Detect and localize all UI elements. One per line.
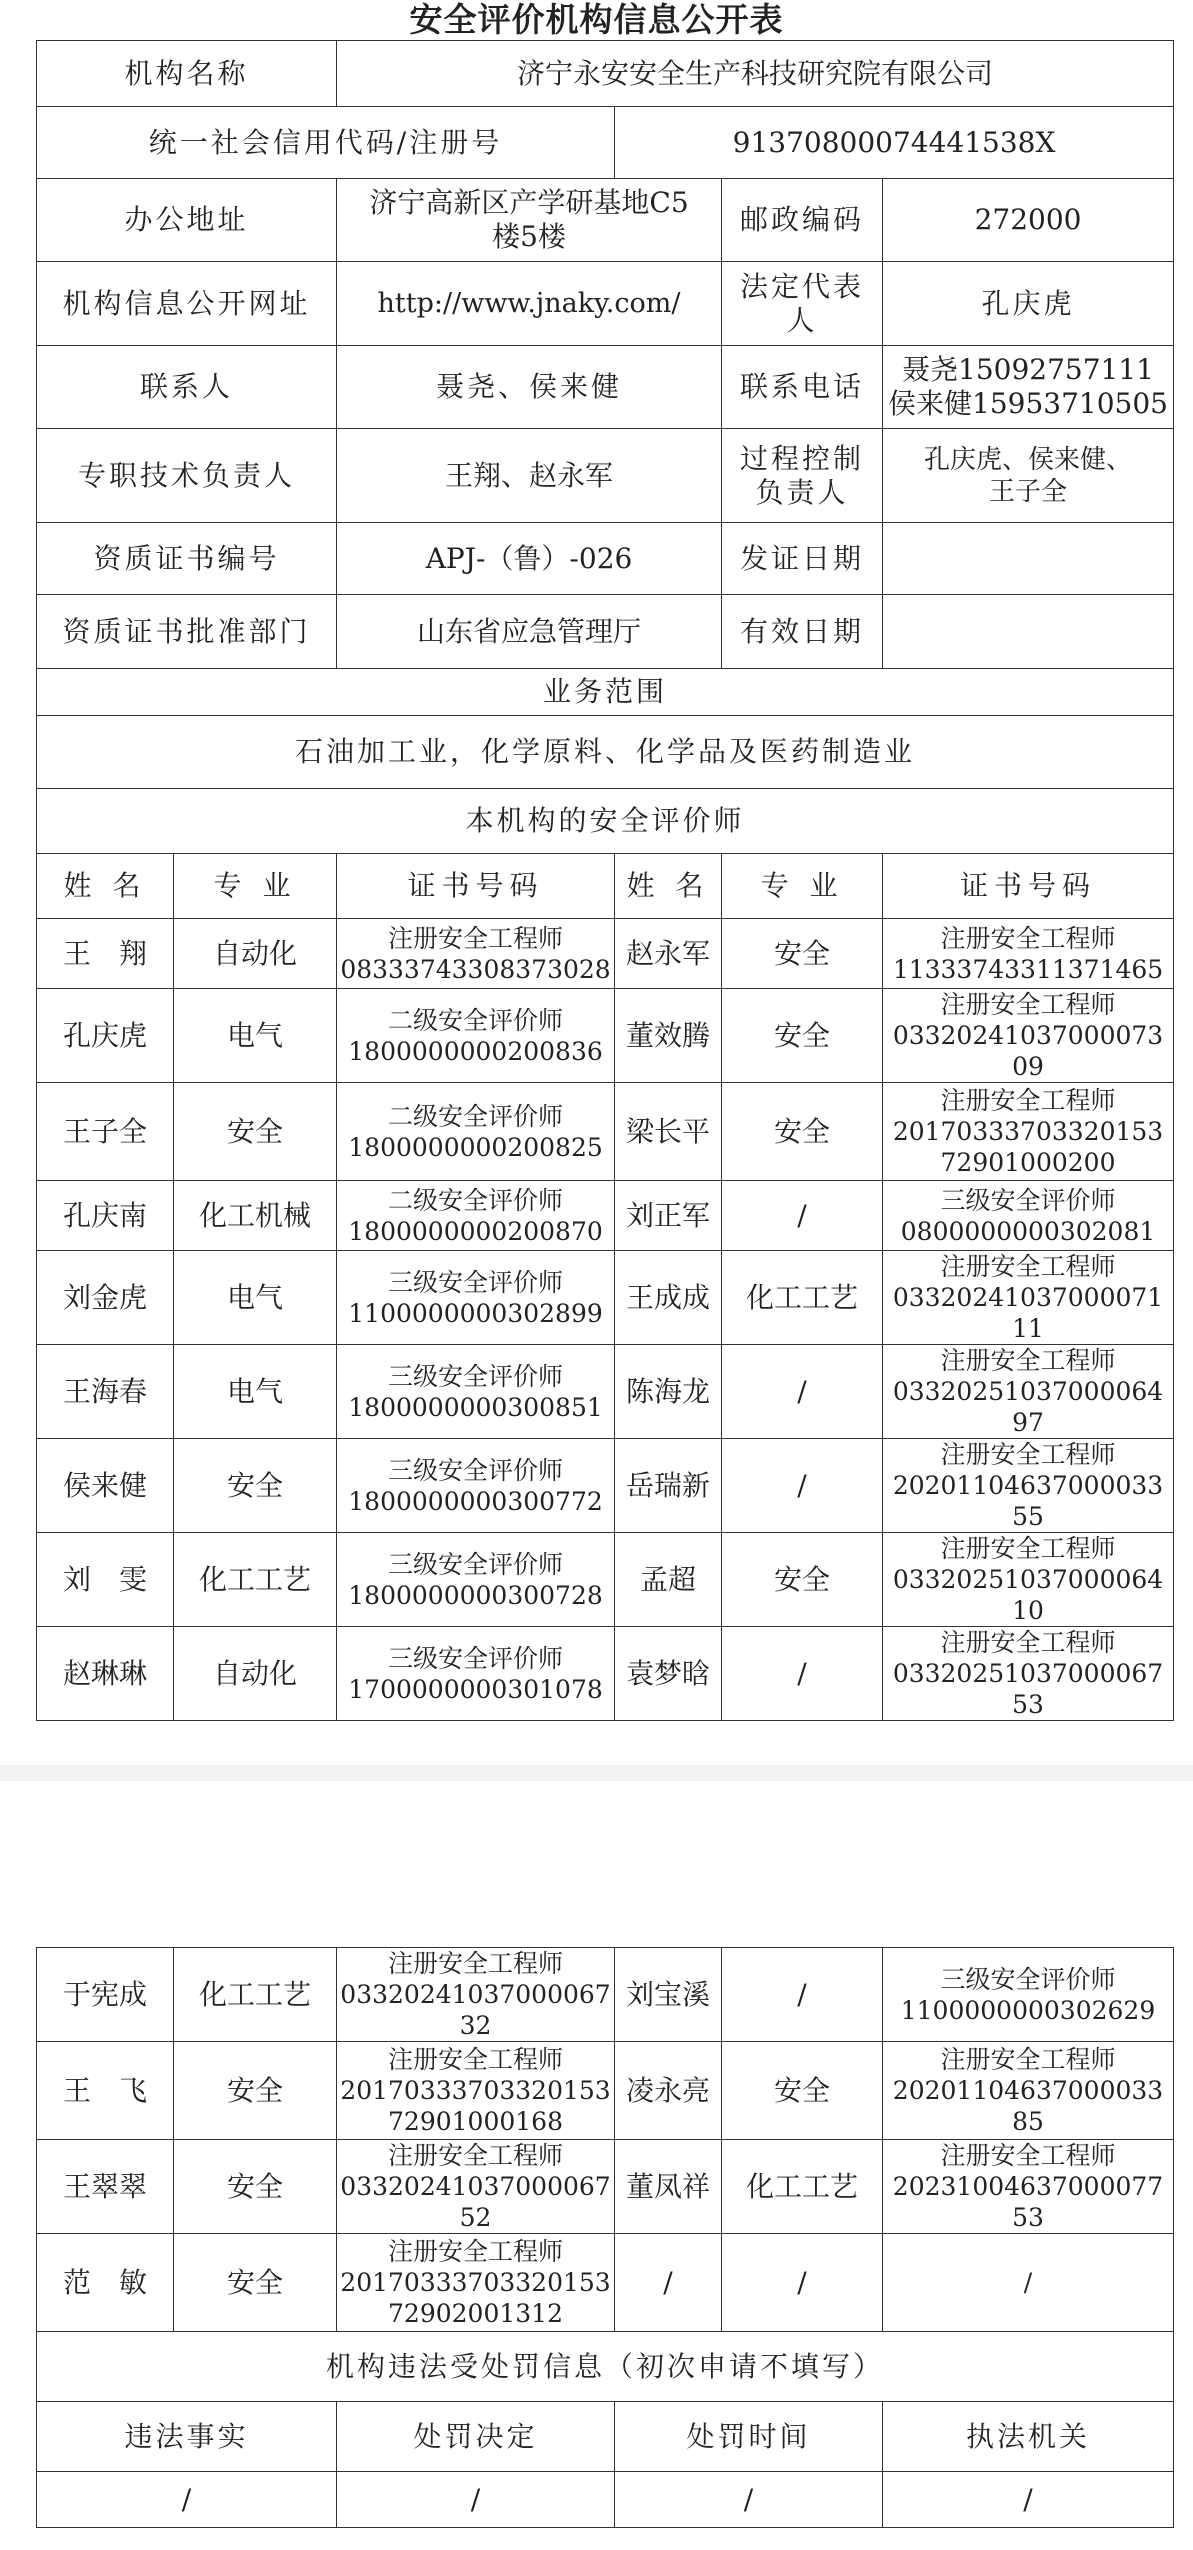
penalty-decision-value: / xyxy=(337,2472,615,2528)
page-2 xyxy=(0,1781,1193,2550)
legal-rep-value: 孔庆虎 xyxy=(883,262,1174,346)
assessor-name: 赵琳琳 xyxy=(37,1627,174,1721)
assessor-cert-line-1: 三级安全评价师 xyxy=(388,1549,564,1579)
address-value-line-2: 楼5楼 xyxy=(492,220,566,253)
assessor-cert-line-1: 三级安全评价师 xyxy=(388,1361,564,1391)
row-approval-dept xyxy=(37,595,1174,669)
row-penalty-columns xyxy=(37,2402,1174,2472)
scope-heading: 业务范围 xyxy=(37,669,1174,716)
assessor-cert-line-2: 1800000000200825 xyxy=(348,1132,603,1162)
assessor-major: / xyxy=(722,1948,883,2042)
row-penalty-values xyxy=(37,2472,1174,2528)
assessor-cert-line-2: 08333743308373028 xyxy=(340,954,611,984)
assessor-major: 安全 xyxy=(722,919,883,989)
assessor-cert xyxy=(337,1627,615,1721)
penalty-facts-value: / xyxy=(37,2472,337,2528)
assessor-row xyxy=(37,1627,1174,1721)
tech-lead-value: 王翔、赵永军 xyxy=(337,429,722,523)
assessor-cert-line-2: 2017033370332015372901000168 xyxy=(340,2076,611,2136)
assessor-name: 董效腾 xyxy=(615,989,722,1083)
assessor-row xyxy=(37,2234,1174,2332)
assessor-cert xyxy=(337,1439,615,1533)
assessor-name: 袁梦晗 xyxy=(615,1627,722,1721)
row-address xyxy=(37,179,1174,262)
assessor-cert xyxy=(883,2140,1174,2234)
assessor-name: 孔庆南 xyxy=(37,1181,174,1251)
process-lead-value xyxy=(883,429,1174,523)
assessor-column-header: 姓 名 xyxy=(615,854,722,919)
assessor-row xyxy=(37,1181,1174,1251)
assessor-cert-line-2: 0332025103700006410 xyxy=(892,1565,1164,1625)
assessor-name: 凌永亮 xyxy=(615,2042,722,2140)
row-scope-text xyxy=(37,716,1174,789)
contact-value: 聂尧、侯来健 xyxy=(337,346,722,429)
approval-dept-value: 山东省应急管理厅 xyxy=(337,595,722,669)
assessor-cert xyxy=(883,1083,1174,1181)
assessor-cert-line-1: 注册安全工程师 xyxy=(940,1440,1116,1469)
assessor-row xyxy=(37,989,1174,1083)
postcode-value: 272000 xyxy=(883,179,1174,262)
assessor-major: 安全 xyxy=(722,1533,883,1627)
process-lead-label-line-2: 负责人 xyxy=(755,475,849,509)
assessor-major: 化工工艺 xyxy=(174,1533,337,1627)
assessor-row xyxy=(37,1533,1174,1627)
assessor-cert-line-2: 2017033370332015372901000200 xyxy=(892,1117,1164,1177)
assessor-major: 电气 xyxy=(174,989,337,1083)
assessor-major: 化工机械 xyxy=(174,1181,337,1251)
assessor-cert xyxy=(883,1439,1174,1533)
assessor-major: 自动化 xyxy=(174,919,337,989)
assessor-cert-line-2: 1100000000302629 xyxy=(900,1995,1156,2025)
assessor-column-header: 专 业 xyxy=(722,854,883,919)
assessor-major: 安全 xyxy=(174,1439,337,1533)
assessor-cert-line-1: 三级安全评价师 xyxy=(388,1267,564,1297)
assessor-row xyxy=(37,919,1174,989)
address-value xyxy=(337,179,722,262)
assessor-cert-line-1: 三级安全评价师 xyxy=(388,1455,564,1485)
assessor-cert xyxy=(337,1345,615,1439)
assessor-name: / xyxy=(615,2234,722,2332)
credit-code-label: 统一社会信用代码/注册号 xyxy=(37,107,615,179)
org-name-value: 济宁永安安全生产科技研究院有限公司 xyxy=(337,41,1174,107)
assessor-column-header: 证书号码 xyxy=(337,854,615,919)
info-table xyxy=(36,40,1174,1721)
assessor-major: 电气 xyxy=(174,1251,337,1345)
cert-no-value: APJ-（鲁）-026 xyxy=(337,523,722,595)
assessor-name: 王 翔 xyxy=(37,919,174,989)
row-scope-heading xyxy=(37,669,1174,716)
assessor-cert xyxy=(883,1627,1174,1721)
assessor-cert xyxy=(337,989,615,1083)
penalty-time-value: / xyxy=(615,2472,883,2528)
assessor-row xyxy=(37,1251,1174,1345)
assessor-name: 王 飞 xyxy=(37,2042,174,2140)
assessor-cert xyxy=(337,2042,615,2140)
assessor-cert-line-2: 1800000000300728 xyxy=(348,1580,603,1610)
assessor-cert-line-2: 2020110463700003385 xyxy=(892,2076,1164,2136)
assessor-major: 安全 xyxy=(174,1083,337,1181)
assessor-major: 安全 xyxy=(722,2042,883,2140)
assessor-cert xyxy=(883,2042,1174,2140)
assessor-major: / xyxy=(722,1181,883,1251)
contact-label: 联系人 xyxy=(37,346,337,429)
assessor-cert-line-2: 1800000000300851 xyxy=(348,1392,603,1422)
assessor-cert-line-1: 注册安全工程师 xyxy=(940,1628,1116,1657)
penalty-col-time: 处罚时间 xyxy=(615,2402,883,2472)
assessor-cert-line-2: 0332024103700006732 xyxy=(340,1980,611,2040)
assessor-name: 侯来健 xyxy=(37,1439,174,1533)
assessor-cert-line-1: 注册安全工程师 xyxy=(940,1252,1116,1281)
assessor-name: 王成成 xyxy=(615,1251,722,1345)
assessor-cert-line-1: 二级安全评价师 xyxy=(388,1101,564,1131)
issue-date-label: 发证日期 xyxy=(722,523,883,595)
assessor-major: / xyxy=(722,2234,883,2332)
assessor-major: 安全 xyxy=(174,2140,337,2234)
phone-label: 联系电话 xyxy=(722,346,883,429)
assessor-name: 于宪成 xyxy=(37,1948,174,2042)
assessor-cert-line-2: 1800000000300772 xyxy=(348,1486,603,1516)
assessor-cert xyxy=(337,919,615,989)
row-penalty-heading xyxy=(37,2332,1174,2402)
document-title: 安全评价机构信息公开表 xyxy=(409,0,784,39)
address-value-line-1: 济宁高新区产学研基地C5 xyxy=(369,186,689,219)
page-gap xyxy=(0,1765,1193,1781)
legal-rep-label-line-2: 人 xyxy=(786,303,818,337)
phone-value-line-1: 聂尧15092757111 xyxy=(902,353,1154,386)
website-label: 机构信息公开网址 xyxy=(37,262,337,346)
assessor-cert-line-2: 0800000000302081 xyxy=(900,1216,1156,1246)
assessor-cert xyxy=(883,1251,1174,1345)
row-tech-lead xyxy=(37,429,1174,523)
assessor-major: / xyxy=(722,1345,883,1439)
assessor-column-header: 证书号码 xyxy=(883,854,1174,919)
assessor-cert xyxy=(337,1083,615,1181)
address-label: 办公地址 xyxy=(37,179,337,262)
assessor-cert xyxy=(883,1948,1174,2042)
assessor-cert xyxy=(337,1948,615,2042)
assessor-name: 董凤祥 xyxy=(615,2140,722,2234)
assessor-name: 范 敏 xyxy=(37,2234,174,2332)
assessor-cert-line-1: 注册安全工程师 xyxy=(940,1346,1116,1375)
assessor-cert-line-1: 注册安全工程师 xyxy=(940,923,1116,953)
penalty-col-authority: 执法机关 xyxy=(883,2402,1174,2472)
assessor-cert-line-1: 二级安全评价师 xyxy=(388,1185,564,1215)
assessor-cert-line-2: 0332024103700006752 xyxy=(340,2172,611,2232)
scope-text: 石油加工业，化学原料、化学品及医药制造业 xyxy=(37,716,1174,789)
assessor-cert-line-2: 2020110463700003355 xyxy=(892,1471,1164,1531)
assessor-row xyxy=(37,1083,1174,1181)
assessor-cert-line-1: 注册安全工程师 xyxy=(387,2045,563,2074)
assessor-cert-line-2: 1700000000301078 xyxy=(348,1674,603,1704)
row-assessor-columns xyxy=(37,854,1174,919)
assessor-name: 王子全 xyxy=(37,1083,174,1181)
row-website xyxy=(37,262,1174,346)
assessor-cert-line-1: 三级安全评价师 xyxy=(940,1964,1116,1994)
penalty-col-facts: 违法事实 xyxy=(37,2402,337,2472)
phone-value xyxy=(883,346,1174,429)
assessor-cert-line-1: 注册安全工程师 xyxy=(940,2141,1116,2170)
assessor-cert-line-2: 2023100463700007753 xyxy=(892,2172,1164,2232)
assessor-cert-line-2: 0332024103700007111 xyxy=(892,1283,1164,1343)
assessor-major: 安全 xyxy=(722,1083,883,1181)
assessor-cert xyxy=(337,1181,615,1251)
assessor-name: 刘宝溪 xyxy=(615,1948,722,2042)
cert-no-label: 资质证书编号 xyxy=(37,523,337,595)
assessor-major: / xyxy=(722,1439,883,1533)
assessor-column-header: 专 业 xyxy=(174,854,337,919)
assessor-cert-line-1: 注册安全工程师 xyxy=(940,2045,1116,2074)
assessor-cert-line-1: 三级安全评价师 xyxy=(940,1185,1116,1215)
assessor-cert-line-2: 0332025103700006497 xyxy=(892,1377,1164,1437)
assessor-row xyxy=(37,2140,1174,2234)
assessor-cert-line-1: 注册安全工程师 xyxy=(388,923,564,953)
assessor-cert xyxy=(883,989,1174,1083)
assessor-cert-line-1: 注册安全工程师 xyxy=(387,1949,563,1978)
assessor-cert xyxy=(337,1251,615,1345)
assessor-major: 安全 xyxy=(174,2042,337,2140)
assessor-major: 电气 xyxy=(174,1345,337,1439)
assessor-cert-line-2: 0332025103700006753 xyxy=(892,1659,1164,1719)
row-org-name xyxy=(37,41,1174,107)
assessor-cert-line-1: 三级安全评价师 xyxy=(388,1643,564,1673)
assessor-cert-line-2: 1800000000200836 xyxy=(348,1036,603,1066)
assessor-cert xyxy=(883,2234,1174,2332)
legal-rep-label xyxy=(722,262,883,346)
website-value: http://www.jnaky.com/ xyxy=(337,262,722,346)
assessor-cert-line-1: 注册安全工程师 xyxy=(940,990,1116,1019)
assessor-cert-line-1: 注册安全工程师 xyxy=(387,2141,563,2170)
postcode-label: 邮政编码 xyxy=(722,179,883,262)
assessor-name: 陈海龙 xyxy=(615,1345,722,1439)
assessor-cert-line-1: 注册安全工程师 xyxy=(940,1534,1116,1563)
assessor-name: 王翠翠 xyxy=(37,2140,174,2234)
assessor-cert xyxy=(883,1181,1174,1251)
row-credit-code xyxy=(37,107,1174,179)
penalty-authority-value: / xyxy=(883,2472,1174,2528)
assessor-cert-line-2: 1100000000302899 xyxy=(348,1298,603,1328)
assessor-row xyxy=(37,1345,1174,1439)
penalty-col-decision: 处罚决定 xyxy=(337,2402,615,2472)
assessor-name: 刘金虎 xyxy=(37,1251,174,1345)
issue-date-value xyxy=(883,523,1174,595)
assessor-name: 梁长平 xyxy=(615,1083,722,1181)
phone-value-line-2: 侯来健15953710505 xyxy=(888,387,1168,420)
assessor-column-header: 姓 名 xyxy=(37,854,174,919)
approval-dept-label: 资质证书批准部门 xyxy=(37,595,337,669)
assessor-name: 孟超 xyxy=(615,1533,722,1627)
assessor-major: 安全 xyxy=(174,2234,337,2332)
process-lead-label xyxy=(722,429,883,523)
assessor-name: 赵永军 xyxy=(615,919,722,989)
assessor-cert-line-1: 注册安全工程师 xyxy=(940,1086,1116,1115)
assessor-cert xyxy=(883,1345,1174,1439)
assessor-cert xyxy=(337,1533,615,1627)
assessor-cert-line-1: 注册安全工程师 xyxy=(387,2237,563,2266)
valid-date-value xyxy=(883,595,1174,669)
process-lead-value-line-2: 王子全 xyxy=(989,476,1068,507)
assessor-name: 刘正军 xyxy=(615,1181,722,1251)
assessor-major: 化工工艺 xyxy=(174,1948,337,2042)
assessor-row xyxy=(37,1439,1174,1533)
assessor-cert xyxy=(883,1533,1174,1627)
row-contact xyxy=(37,346,1174,429)
assessor-table-continued xyxy=(36,1947,1174,2528)
assessor-cert-line-1: 二级安全评价师 xyxy=(388,1005,564,1035)
assessor-heading: 本机构的安全评价师 xyxy=(37,789,1174,854)
assessor-cert-line-2: 2017033370332015372902001312 xyxy=(340,2268,611,2328)
assessor-cert-line-2: 11333743311371465 xyxy=(892,954,1164,984)
valid-date-label: 有效日期 xyxy=(722,595,883,669)
penalty-heading: 机构违法受处罚信息（初次申请不填写） xyxy=(37,2332,1174,2402)
assessor-major: 自动化 xyxy=(174,1627,337,1721)
assessor-name: 王海春 xyxy=(37,1345,174,1439)
assessor-cert-line-1: / xyxy=(1023,2268,1033,2297)
assessor-cert-line-2: 0332024103700007309 xyxy=(892,1021,1164,1081)
assessor-major: 化工工艺 xyxy=(722,2140,883,2234)
assessor-major: / xyxy=(722,1627,883,1721)
row-cert-no xyxy=(37,523,1174,595)
assessor-name: 岳瑞新 xyxy=(615,1439,722,1533)
assessor-major: 安全 xyxy=(722,989,883,1083)
row-assessor-heading xyxy=(37,789,1174,854)
assessor-name: 刘 雯 xyxy=(37,1533,174,1627)
assessor-row xyxy=(37,1948,1174,2042)
assessor-cert xyxy=(883,919,1174,989)
legal-rep-label-line-1: 法定代表 xyxy=(740,269,865,303)
assessor-cert-line-2: 1800000000200870 xyxy=(348,1216,603,1246)
tech-lead-label: 专职技术负责人 xyxy=(37,429,337,523)
assessor-cert xyxy=(337,2234,615,2332)
process-lead-label-line-1: 过程控制 xyxy=(740,441,865,475)
assessor-cert xyxy=(337,2140,615,2234)
credit-code-value: 91370800074441538X xyxy=(615,107,1174,179)
org-name-label: 机构名称 xyxy=(37,41,337,107)
assessor-name: 孔庆虎 xyxy=(37,989,174,1083)
process-lead-value-line-1: 孔庆虎、侯来健、 xyxy=(924,444,1133,475)
assessor-row xyxy=(37,2042,1174,2140)
assessor-major: 化工工艺 xyxy=(722,1251,883,1345)
